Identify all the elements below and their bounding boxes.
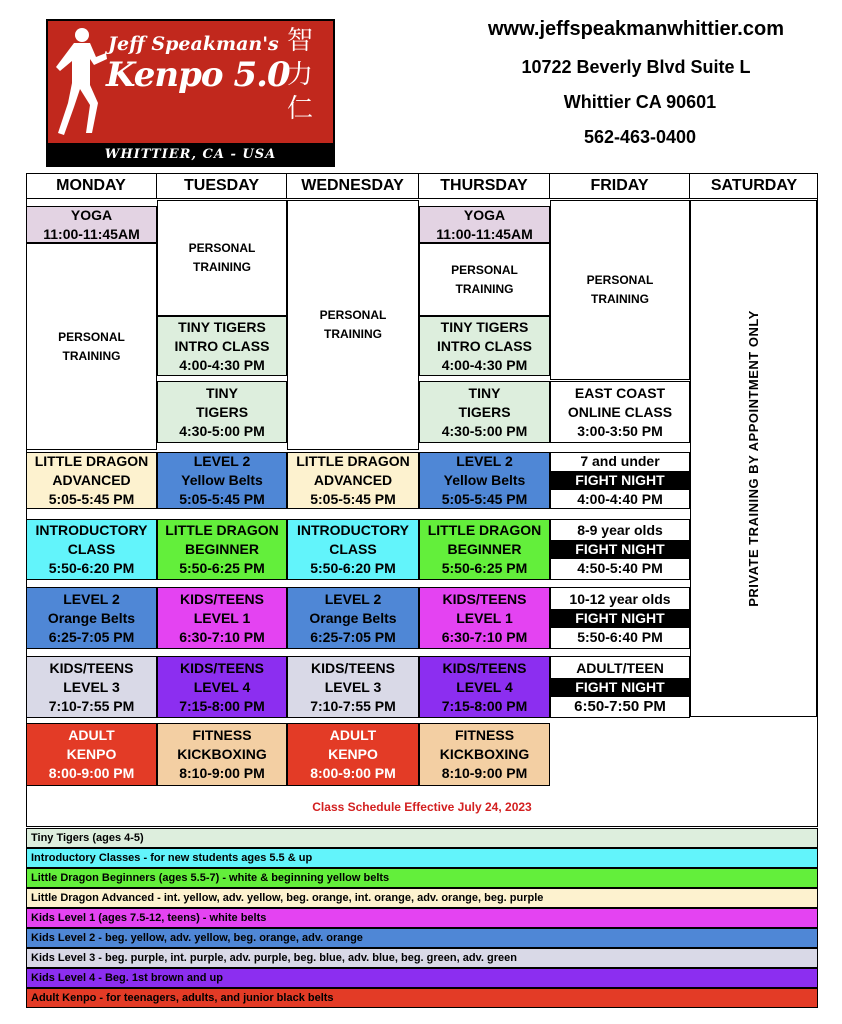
class-name: TINY TIGERS: [440, 318, 529, 335]
class-time: 5:50-6:25 PM: [441, 560, 528, 576]
class-time: 4:50-5:40 PM: [577, 560, 663, 576]
class-name: ADULT: [68, 727, 115, 743]
tuesday-little-dragon-beginner: [157, 519, 287, 580]
class-time: 6:25-7:05 PM: [48, 628, 135, 645]
monday-level-2: [26, 587, 157, 649]
logo: [46, 19, 335, 167]
thursday-level-2: [419, 452, 550, 509]
class-level: LEVEL 3: [324, 678, 382, 695]
legend-introductory: Introductory Classes - for new students ages 5.5 & up: [26, 848, 818, 868]
class-level: LEVEL 4: [193, 678, 251, 695]
class-name: LEVEL 2: [63, 590, 120, 607]
class-level: TIGERS: [195, 403, 249, 420]
class-name: EAST COAST: [574, 384, 666, 401]
header-thursday: THURSDAY: [419, 173, 550, 199]
wednesday-adult-kenpo: [287, 723, 419, 786]
class-time: 5:05-5:45 PM: [179, 491, 265, 507]
class-name: LEVEL 2: [456, 453, 513, 469]
wednesday-personal-training: [287, 200, 419, 450]
tuesday-tiny-tigers: [157, 381, 287, 443]
logo-kenpo-text: Kenpo 5.0: [106, 55, 290, 95]
class-level: Orange Belts: [47, 609, 136, 626]
tuesday-kids-teens-level-1: [157, 587, 287, 649]
class-name: KIDS/TEENS: [49, 659, 134, 676]
class-level: ADVANCED: [313, 472, 393, 488]
header-saturday: SATURDAY: [690, 173, 818, 199]
class-time: 4:00-4:30 PM: [441, 356, 528, 373]
friday-fight-night-7-under: [550, 452, 690, 509]
class-name-2: TRAINING: [324, 327, 382, 341]
legend-adult-kenpo: Adult Kenpo - for teenagers, adults, and junior black belts: [26, 988, 818, 1008]
class-level: LEVEL 4: [456, 678, 513, 695]
class-name: LITTLE DRAGON: [165, 522, 279, 538]
monday-personal-training: [26, 243, 157, 450]
class-time: 7:10-7:55 PM: [48, 697, 135, 714]
class-time: 4:30-5:00 PM: [441, 422, 528, 439]
class-level: KENPO: [328, 746, 378, 762]
fight-night-label: FIGHT NIGHT: [551, 609, 689, 628]
class-time: 8:00-9:00 PM: [48, 765, 135, 781]
class-name: YOGA: [463, 206, 506, 223]
logo-brand-text: Jeff Speakman's: [108, 33, 279, 55]
monday-introductory-class: [26, 519, 157, 580]
class-time: 4:00-4:30 PM: [179, 356, 265, 373]
logo-location: WHITTIER, CA - USA: [104, 147, 277, 162]
saturday-private-training: [690, 200, 817, 717]
phone: 562-463-0400: [583, 127, 697, 147]
monday-adult-kenpo: [26, 723, 157, 786]
class-level: Yellow Belts: [181, 472, 263, 488]
class-name: TINY: [468, 384, 501, 401]
wednesday-kids-teens-level-3: [287, 656, 419, 718]
class-age: ADULT/TEEN: [576, 659, 664, 676]
class-name: ADULT: [329, 727, 377, 743]
thursday-fitness-kickboxing: [419, 723, 550, 786]
class-time: 4:00-4:40 PM: [577, 491, 663, 507]
thursday-personal-training: [419, 243, 550, 316]
class-time: 5:05-5:45 PM: [441, 491, 528, 507]
monday-yoga: [26, 206, 157, 243]
class-name: PERSONAL: [319, 308, 387, 322]
kanji-1: 智: [286, 25, 313, 55]
header-friday: FRIDAY: [550, 173, 690, 199]
fight-night-label: FIGHT NIGHT: [551, 678, 689, 697]
class-time: 7:15-8:00 PM: [441, 697, 528, 714]
effective-date: Class Schedule Effective July 24, 2023: [312, 800, 532, 814]
class-time: 11:00-11:45AM: [436, 225, 533, 242]
class-time: 8:00-9:00 PM: [310, 765, 396, 781]
class-name: KIDS/TEENS: [442, 590, 527, 607]
header-tuesday: TUESDAY: [157, 173, 287, 199]
class-name: INTRODUCTORY: [35, 522, 148, 538]
class-time: 6:50-7:50 PM: [574, 697, 666, 715]
class-name: YOGA: [70, 206, 113, 223]
class-name: LITTLE DRAGON: [296, 453, 410, 469]
legend-ld-advanced: Little Dragon Advanced - int. yellow, adv. yellow, beg. orange, int. orange, adv. orange, beg. purple: [26, 888, 818, 908]
city: Whittier CA 90601: [563, 92, 717, 112]
class-time: 6:30-7:10 PM: [441, 628, 528, 645]
class-time: 5:50-6:40 PM: [577, 628, 663, 645]
class-age: 10-12 year olds: [569, 590, 671, 607]
class-level: ONLINE CLASS: [567, 403, 673, 420]
class-time: 7:15-8:00 PM: [179, 697, 265, 714]
class-name-2: TRAINING: [591, 292, 649, 306]
thursday-tiny-tigers-intro: [419, 316, 550, 376]
class-time: 3:00-3:50 PM: [577, 422, 663, 439]
class-level: CLASS: [329, 541, 377, 557]
legend-ld-beginners: Little Dragon Beginners (ages 5.5-7) - white & beginning yellow belts: [26, 868, 818, 888]
class-name: FITNESS: [454, 727, 515, 743]
class-name: TINY: [206, 384, 238, 401]
friday-fight-night-8-9: [550, 519, 690, 580]
class-name-2: TRAINING: [62, 348, 121, 363]
tuesday-kids-teens-level-4: [157, 656, 287, 718]
class-name: LEVEL 2: [324, 590, 382, 607]
logo-red-panel: [48, 21, 333, 143]
class-time: 11:00-11:45AM: [43, 225, 140, 242]
fight-night-label: FIGHT NIGHT: [551, 540, 689, 559]
thursday-yoga: [419, 206, 550, 243]
class-age: 8-9 year olds: [577, 522, 663, 538]
class-name: LITTLE DRAGON: [34, 453, 149, 469]
thursday-little-dragon-beginner: [419, 519, 550, 580]
class-level: TIGERS: [458, 403, 511, 420]
thursday-tiny-tigers: [419, 381, 550, 443]
legend-kids-level-4: Kids Level 4 - Beg. 1st brown and up: [26, 968, 818, 988]
class-level: INTRO CLASS: [174, 337, 270, 354]
friday-fight-night-adult-teen: [550, 656, 690, 718]
website-link[interactable]: www.jeffspeakmanwhittier.com: [487, 18, 784, 40]
legend-kids-level-3: Kids Level 3 - beg. purple, int. purple, adv. purple, beg. blue, adv. blue, beg. green, adv. green: [26, 948, 818, 968]
class-time: 8:10-9:00 PM: [441, 765, 528, 781]
class-name: TINY TIGERS: [178, 318, 266, 335]
monday-little-dragon-advanced: [26, 452, 157, 509]
legend-tiny-tigers: Tiny Tigers (ages 4-5): [26, 828, 818, 848]
class-name: KIDS/TEENS: [179, 659, 264, 676]
class-level: BEGINNER: [447, 541, 522, 557]
class-name: INTRODUCTORY: [297, 522, 409, 538]
class-time: 5:05-5:45 PM: [48, 491, 135, 507]
friday-fight-night-10-12: [550, 587, 690, 649]
martial-artist-silhouette-icon: [52, 23, 108, 141]
monday-kids-teens-level-3: [26, 656, 157, 718]
address: 10722 Beverly Blvd Suite L: [521, 57, 751, 77]
class-name: FITNESS: [192, 727, 252, 743]
wednesday-level-2: [287, 587, 419, 649]
class-name: KIDS/TEENS: [310, 659, 395, 676]
class-time: 5:50-6:25 PM: [179, 560, 265, 576]
class-time: 7:10-7:55 PM: [310, 697, 396, 714]
class-name: PERSONAL: [58, 329, 125, 344]
header-monday: MONDAY: [26, 173, 157, 199]
class-name: LEVEL 2: [193, 453, 251, 469]
class-level: ADVANCED: [52, 472, 131, 488]
tuesday-tiny-tigers-intro: [157, 316, 287, 376]
logo-kanji: [280, 23, 320, 125]
header-wednesday: WEDNESDAY: [287, 173, 419, 199]
class-name: PERSONAL: [586, 273, 654, 287]
tuesday-personal-training: [157, 200, 287, 316]
kanji-2: 力: [286, 59, 313, 89]
class-level: KICKBOXING: [177, 746, 267, 762]
class-level: Orange Belts: [309, 609, 397, 626]
kanji-3: 仁: [286, 93, 313, 123]
wednesday-introductory-class: [287, 519, 419, 580]
thursday-kids-teens-level-4: [419, 656, 550, 718]
class-time: 4:30-5:00 PM: [179, 422, 265, 439]
wednesday-little-dragon-advanced: [287, 452, 419, 509]
class-age: 7 and under: [580, 453, 660, 469]
class-time: 5:50-6:20 PM: [310, 560, 396, 576]
friday-personal-training: [550, 200, 690, 380]
class-time: 8:10-9:00 PM: [179, 765, 265, 781]
class-level: LEVEL 3: [63, 678, 120, 695]
class-name: KIDS/TEENS: [442, 659, 527, 676]
class-name: LITTLE DRAGON: [427, 522, 542, 538]
class-time: 6:25-7:05 PM: [310, 628, 396, 645]
class-name-2: TRAINING: [193, 260, 251, 274]
thursday-kids-teens-level-1: [419, 587, 550, 649]
tuesday-level-2: [157, 452, 287, 509]
class-level: BEGINNER: [185, 541, 259, 557]
class-level: LEVEL 1: [193, 609, 251, 626]
class-level: KENPO: [66, 746, 117, 762]
class-time: 5:50-6:20 PM: [48, 560, 135, 576]
class-level: LEVEL 1: [456, 609, 513, 626]
legend-kids-level-2: Kids Level 2 - beg. yellow, adv. yellow, beg. orange, adv. orange: [26, 928, 818, 948]
saturday-text: PRIVATE TRAINING BY APPOINTMENT ONLY: [746, 310, 761, 607]
class-name: KIDS/TEENS: [179, 590, 264, 607]
legend-kids-level-1: Kids Level 1 (ages 7.5-12, teens) - white belts: [26, 908, 818, 928]
class-time: 6:30-7:10 PM: [179, 628, 265, 645]
class-name: PERSONAL: [451, 262, 518, 277]
class-level: KICKBOXING: [439, 746, 530, 762]
class-level: INTRO CLASS: [437, 337, 532, 354]
friday-east-coast-online: [550, 381, 690, 443]
class-name: PERSONAL: [188, 241, 256, 255]
class-level: CLASS: [67, 541, 116, 557]
class-level: Yellow Belts: [443, 472, 526, 488]
tuesday-fitness-kickboxing: [157, 723, 287, 786]
fight-night-label: FIGHT NIGHT: [551, 471, 689, 490]
class-time: 5:05-5:45 PM: [310, 491, 396, 507]
class-name-2: TRAINING: [455, 281, 514, 296]
